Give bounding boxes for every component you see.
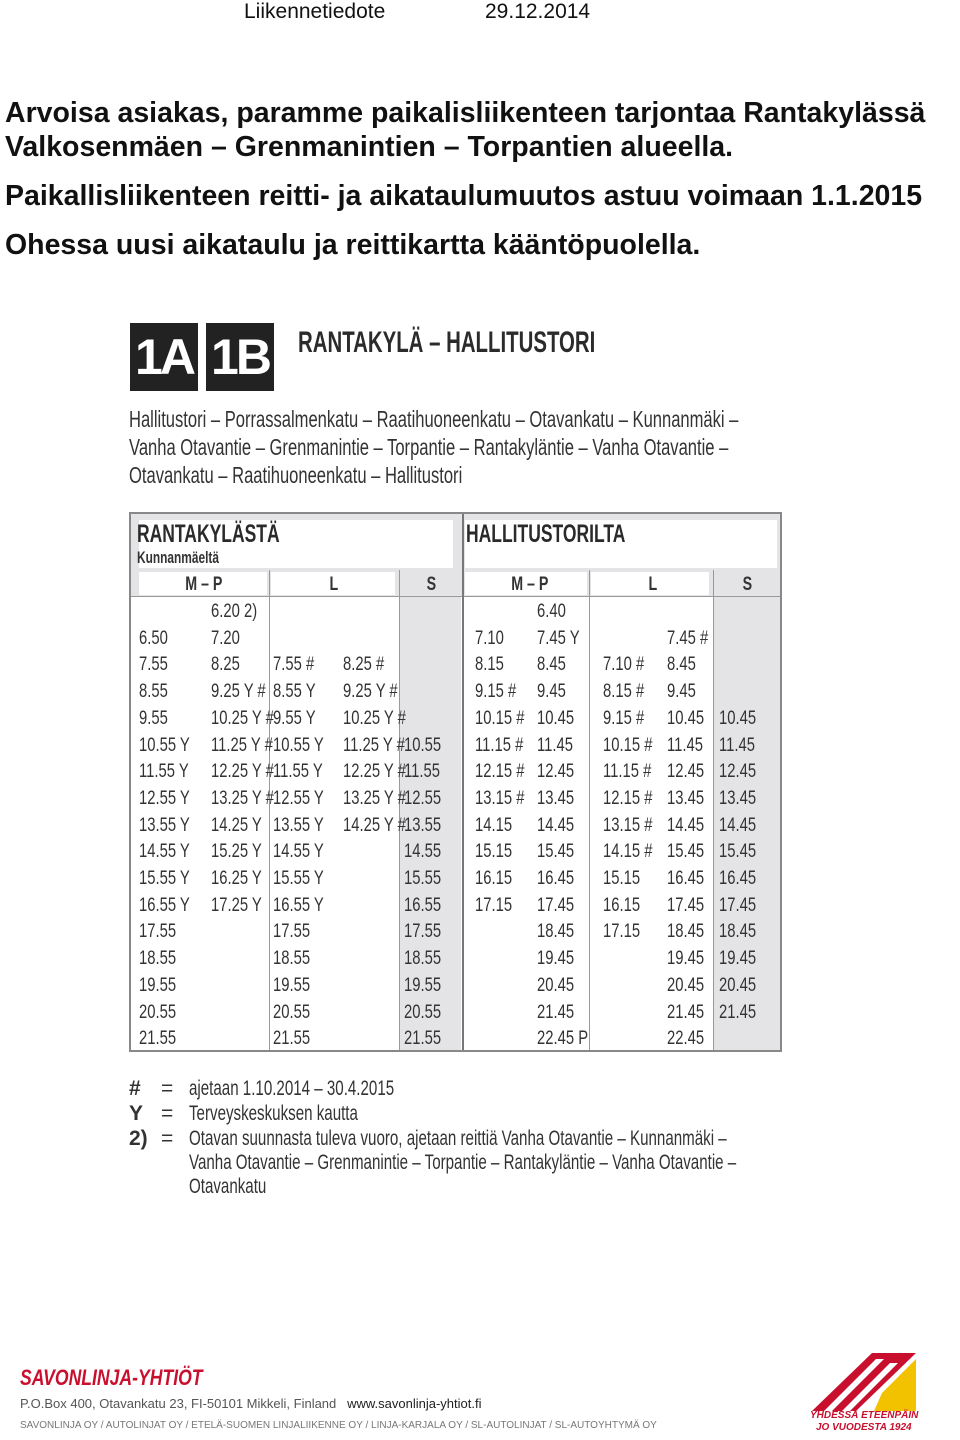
- timetable-cell: 20.55: [273, 1001, 311, 1023]
- company-address: P.O.Box 400, Otavankatu 23, FI-50101 Mikkeli, Finland www.savonlinja-yhtiot.fi: [20, 1396, 482, 1411]
- timetable-cell: 16.15: [475, 868, 513, 889]
- timetable-cell: 9.55 Y: [273, 707, 316, 729]
- timetable-cell: 9.15 #: [603, 707, 645, 729]
- timetable-cell: 11.45: [537, 734, 573, 756]
- timetable-cell: 19.55: [139, 974, 177, 996]
- timetable-cell: 8.15 #: [603, 681, 645, 703]
- timetable-cell: 11.55: [404, 761, 440, 783]
- timetable-cell: 19.55: [404, 974, 442, 996]
- timetable-cell: 7.10 #: [603, 654, 645, 676]
- timetable-cell: 12.55: [404, 787, 442, 809]
- route-stops-line-3: Otavankatu – Raatihuoneenkatu – Hallitustori: [129, 462, 463, 488]
- timetable-cell: 16.55 Y: [273, 894, 324, 916]
- timetable-cell: 18.55: [404, 948, 442, 970]
- company-list: SAVONLINJA OY / AUTOLINJAT OY / ETELÄ-SUOMEN LINJALIIKENNE OY / LINJA-KARJALA OY / SL-AUTOLINJAT / SL-AUTOYHTYMÄ OY: [20, 1420, 657, 1431]
- timetable-cell: 14.15 #: [603, 841, 653, 863]
- timetable-cell: 11.55 Y: [273, 761, 323, 783]
- timetable-cell: 14.25 Y #: [343, 814, 406, 836]
- timetable-cell: 20.45: [667, 974, 705, 996]
- timetable-cell: 15.55 Y: [273, 868, 324, 889]
- col-header-right-s: S: [742, 574, 753, 595]
- timetable-cell: 19.55: [273, 974, 311, 996]
- timetable-cell: 15.45: [719, 841, 757, 863]
- timetable-cell: 7.10: [475, 627, 504, 649]
- timetable-cell: 12.55 Y: [273, 787, 324, 809]
- timetable-cell: 10.25 Y #: [343, 707, 406, 729]
- timetable-cell: 21.45: [719, 1001, 757, 1023]
- timetable-cell: 9.55: [139, 707, 168, 729]
- timetable-cell: 8.45: [667, 654, 696, 676]
- timetable-cell: 20.45: [537, 974, 575, 996]
- timetable-cell: 17.55: [139, 921, 177, 943]
- timetable-cell: 14.45: [667, 814, 705, 836]
- intro-line-2: Valkosenmäen – Grenmanintien – Torpantien alueella.: [5, 131, 734, 163]
- timetable-cell: 10.15 #: [603, 734, 653, 756]
- timetable-cell: 7.55: [139, 654, 168, 676]
- timetable: [129, 512, 782, 1052]
- legend-text: Otavan suunnasta tuleva vuoro, ajetaan reittiä Vanha Otavantie – Kunnanmäki –: [189, 1127, 727, 1150]
- timetable-cell: 8.45: [537, 654, 566, 676]
- timetable-cell: 9.45: [537, 681, 566, 703]
- timetable-cell: 10.45: [719, 707, 757, 729]
- legend-equals: =: [161, 1077, 174, 1100]
- legend-text: ajetaan 1.10.2014 – 30.4.2015: [189, 1077, 395, 1100]
- timetable-cell: 11.25 Y #: [343, 734, 405, 756]
- timetable-cell: 12.45: [667, 761, 705, 783]
- timetable-cell: 12.45: [719, 761, 757, 783]
- timetable-cell: 10.45: [667, 707, 705, 729]
- timetable-cell: 10.55 Y: [273, 734, 324, 756]
- slogan-emblem-icon: [812, 1353, 916, 1411]
- timetable-cell: 17.15: [603, 921, 641, 943]
- timetable-cell: 8.25: [211, 654, 240, 676]
- timetable-cell: 13.45: [719, 787, 757, 809]
- timetable-cell: 12.25 Y #: [211, 761, 274, 783]
- timetable-cell: 13.15 #: [475, 787, 525, 809]
- legend-equals: =: [161, 1102, 174, 1125]
- timetable-cell: 13.55: [404, 814, 442, 836]
- timetable-cell: 9.15 #: [475, 681, 517, 703]
- timetable-cell: 16.55 Y: [139, 894, 190, 916]
- timetable-cell: 14.45: [719, 814, 757, 836]
- intro-line-1: Arvoisa asiakas, paramme paikalisliikenteen tarjontaa Rantakylässä: [5, 97, 926, 129]
- timetable-cell: 14.15: [475, 814, 513, 836]
- timetable-cell: 17.45: [667, 894, 705, 916]
- timetable-cell: 10.55: [404, 734, 442, 756]
- timetable-cell: 16.45: [667, 868, 705, 889]
- route-badge-1a: 1A: [130, 323, 198, 391]
- timetable-cell: 12.15 #: [603, 787, 653, 809]
- timetable-cell: 12.45: [537, 761, 575, 783]
- timetable-cell: 14.55 Y: [139, 841, 190, 863]
- timetable-cell: 20.55: [404, 1001, 442, 1023]
- timetable-cell: 17.55: [273, 921, 311, 943]
- route-badge-1b: 1B: [206, 323, 274, 391]
- company-website[interactable]: www.savonlinja-yhtiot.fi: [347, 1396, 482, 1411]
- timetable-cell: 18.45: [667, 921, 705, 943]
- timetable-cell: 13.25 Y #: [211, 787, 274, 809]
- right-section-title: HALLITUSTORILTA: [466, 520, 626, 548]
- timetable-cell: 8.15: [475, 654, 504, 676]
- timetable-cell: 14.45: [537, 814, 575, 836]
- timetable-cell: 21.45: [667, 1001, 705, 1023]
- timetable-cell: 17.55: [404, 921, 442, 943]
- timetable-cell: 16.45: [537, 868, 575, 889]
- legend-text: Otavankatu: [189, 1175, 267, 1198]
- col-header-left-l: L: [329, 574, 339, 595]
- timetable-cell: 17.15: [475, 894, 513, 916]
- timetable-cell: 14.55: [404, 841, 442, 863]
- timetable-cell: 15.55 Y: [139, 868, 190, 889]
- timetable-cell: 16.45: [719, 868, 757, 889]
- timetable-cell: 18.55: [273, 948, 311, 970]
- timetable-cell: 20.45: [719, 974, 757, 996]
- timetable-cell: 8.55: [139, 681, 168, 703]
- document-title: Liikennetiedote: [244, 0, 386, 23]
- col-header-left-s: S: [426, 574, 437, 595]
- legend-text: Vanha Otavantie – Grenmanintie – Torpantie – Rantakyläntie – Vanha Otavantie –: [189, 1151, 737, 1174]
- slogan-line-2: JO VUODESTA 1924: [816, 1422, 912, 1433]
- slogan-line-1: YHDESSÄ ETEENPÄIN: [810, 1410, 919, 1421]
- timetable-cell: 12.15 #: [475, 761, 525, 783]
- timetable-cell: 15.45: [667, 841, 705, 863]
- timetable-cell: 15.15: [603, 868, 641, 889]
- legend-equals: =: [161, 1127, 174, 1150]
- timetable-cell: 11.15 #: [603, 761, 652, 783]
- timetable-cell: 20.55: [139, 1001, 177, 1023]
- route-stops-line-2: Vanha Otavantie – Grenmanintie – Torpantie – Rantakyläntie – Vanha Otavantie –: [129, 434, 729, 460]
- timetable-cell: 13.55 Y: [273, 814, 324, 836]
- col-header-left-mp: M – P: [185, 574, 223, 595]
- timetable-cell: 22.45: [667, 1028, 705, 1050]
- legend-text: Terveyskeskuksen kautta: [189, 1102, 358, 1125]
- timetable-cell: 13.15 #: [603, 814, 653, 836]
- timetable-cell: 7.45 #: [667, 627, 709, 649]
- timetable-cell: 11.45: [667, 734, 703, 756]
- timetable-cell: 14.25 Y: [211, 814, 262, 836]
- timetable-cell: 9.25 Y #: [211, 681, 266, 703]
- company-logo: SAVONLINJA-YHTIÖT: [20, 1365, 203, 1390]
- timetable-cell: 22.45 P: [537, 1028, 589, 1050]
- legend-symbol: Y: [129, 1102, 144, 1125]
- timetable-cell: 6.40: [537, 601, 566, 622]
- timetable-cell: 7.20: [211, 627, 240, 649]
- timetable-cell: 10.15 #: [475, 707, 525, 729]
- timetable-cell: 19.45: [667, 948, 705, 970]
- timetable-cell: 21.55: [273, 1028, 311, 1050]
- timetable-cell: 21.45: [537, 1001, 575, 1023]
- timetable-cell: 15.25 Y: [211, 841, 262, 863]
- timetable-cell: 19.45: [719, 948, 757, 970]
- timetable-cell: 15.45: [537, 841, 575, 863]
- timetable-cell: 10.55 Y: [139, 734, 190, 756]
- timetable-cell: 19.45: [537, 948, 575, 970]
- timetable-cell: 21.55: [139, 1028, 177, 1050]
- timetable-cell: 7.45 Y: [537, 627, 580, 649]
- legend-symbol: #: [129, 1077, 141, 1100]
- timetable-cell: 15.55: [404, 868, 442, 889]
- timetable-cell: 16.55: [404, 894, 442, 916]
- timetable-cell: 13.25 Y #: [343, 787, 406, 809]
- timetable-cell: 8.55 Y: [273, 681, 316, 703]
- timetable-cell: 10.45: [537, 707, 575, 729]
- left-section-subtitle: Kunnanmäeltä: [137, 548, 219, 567]
- timetable-cell: 17.45: [537, 894, 575, 916]
- timetable-cell: 18.55: [139, 948, 177, 970]
- intro-line-3: Paikallisliikenteen reitti- ja aikataulumuutos astuu voimaan 1.1.2015: [5, 180, 923, 212]
- col-header-right-l: L: [648, 574, 658, 595]
- route-stops-line-1: Hallitustori – Porrassalmenkatu – Raatihuoneenkatu – Otavankatu – Kunnanmäki –: [129, 406, 739, 432]
- timetable-cell: 10.25 Y #: [211, 707, 274, 729]
- timetable-cell: 13.45: [667, 787, 705, 809]
- col-header-right-mp: M – P: [511, 574, 549, 595]
- timetable-cell: 18.45: [719, 921, 757, 943]
- timetable-cell: 16.15: [603, 894, 641, 916]
- timetable-cell: 11.55 Y: [139, 761, 189, 783]
- intro-line-4: Ohessa uusi aikataulu ja reittikartta kääntöpuolella.: [5, 229, 701, 261]
- timetable-cell: 11.15 #: [475, 734, 524, 756]
- left-section-title: RANTAKYLÄSTÄ: [137, 520, 280, 548]
- timetable-cell: 17.25 Y: [211, 894, 262, 916]
- timetable-cell: 12.55 Y: [139, 787, 190, 809]
- timetable-cell: 15.15: [475, 841, 513, 863]
- timetable-cell: 6.50: [139, 627, 168, 649]
- timetable-cell: 13.55 Y: [139, 814, 190, 836]
- timetable-cell: 11.45: [719, 734, 755, 756]
- route-title: RANTAKYLÄ – HALLITUSTORI: [298, 326, 596, 359]
- timetable-cell: 18.45: [537, 921, 575, 943]
- timetable-cell: 14.55 Y: [273, 841, 324, 863]
- document-date: 29.12.2014: [485, 0, 591, 23]
- timetable-cell: 6.20 2): [211, 601, 258, 622]
- timetable-cell: 17.45: [719, 894, 757, 916]
- timetable-cell: 9.25 Y #: [343, 681, 398, 703]
- timetable-cell: 16.25 Y: [211, 868, 262, 889]
- timetable-cell: 12.25 Y #: [343, 761, 406, 783]
- timetable-cell: 21.55: [404, 1028, 442, 1050]
- legend-symbol: 2): [129, 1127, 148, 1150]
- timetable-cell: 11.25 Y #: [211, 734, 273, 756]
- timetable-cell: 9.45: [667, 681, 696, 703]
- timetable-cell: 13.45: [537, 787, 575, 809]
- timetable-cell: 8.25 #: [343, 654, 385, 676]
- timetable-cell: 7.55 #: [273, 654, 315, 676]
